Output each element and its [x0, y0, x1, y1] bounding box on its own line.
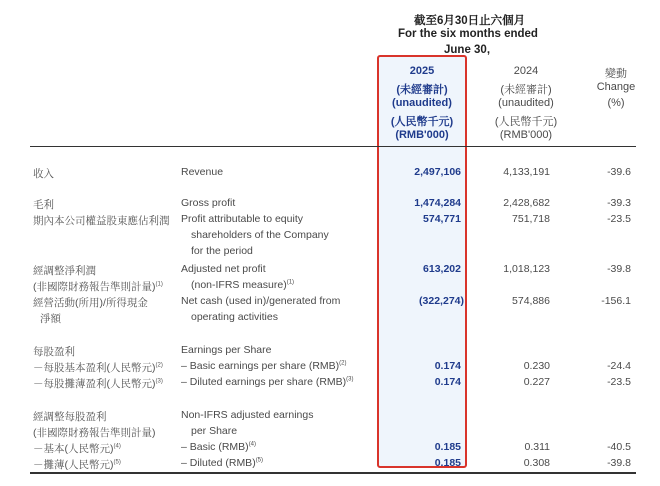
label-cn-text: －攤薄(人民幣元) [33, 459, 114, 471]
label-cn-text: －每股攤薄盈利(人民幣元) [33, 378, 156, 390]
unaudited-en-2025: (unaudited) [392, 97, 452, 109]
value-2024: 4,133,191 [503, 166, 550, 178]
unit-cn-2025: (人民幣千元) [390, 116, 454, 128]
value-change: -23.5 [607, 376, 631, 388]
label-en-1: Profit attributable to equity [181, 213, 303, 225]
header-rule [30, 146, 636, 147]
label-cn [33, 360, 163, 375]
value-change: -39.6 [607, 166, 631, 178]
value-2025: 0.185 [434, 457, 461, 469]
value-change: -39.8 [607, 457, 631, 469]
footnote-2: (2) [339, 360, 347, 367]
bottom-rule [30, 472, 636, 474]
period-header-cn: 截至6月30日止六個月 [414, 15, 526, 27]
period-header-date: June 30, [444, 44, 491, 56]
value-change: -39.8 [607, 263, 631, 275]
unit-cn-2024: (人民幣千元) [494, 116, 558, 128]
label-cn: 每股盈利 [33, 346, 75, 358]
label-en: Gross profit [181, 197, 236, 209]
label-cn [33, 457, 121, 472]
footnote-3: (3) [346, 376, 354, 383]
label-cn: 毛利 [33, 199, 54, 211]
label-en-text: – Diluted (RMB) [181, 457, 256, 469]
value-change: -23.5 [607, 213, 631, 225]
label-cn-1: 經調整淨利潤 [33, 265, 96, 277]
label-en-2: operating activities [191, 311, 278, 323]
change-en: Change [596, 81, 636, 93]
value-2025: 2,497,106 [414, 166, 461, 178]
label-cn-2: 淨額 [40, 313, 61, 325]
label-en-text: – Basic (RMB) [181, 441, 249, 453]
year-2025: 2025 [409, 65, 435, 77]
value-2024: 751,718 [512, 213, 550, 225]
value-2024: 0.308 [523, 457, 550, 469]
label-en-2-text: (non-IFRS measure) [191, 279, 287, 291]
label-en: Earnings per Share [181, 344, 272, 356]
label-en [181, 360, 347, 372]
label-en: Revenue [181, 166, 224, 178]
value-change: -24.4 [607, 360, 631, 372]
value-2025: (322,274) [419, 295, 464, 307]
value-2024: 1,018,123 [503, 263, 550, 275]
value-2025: 0.174 [434, 376, 461, 388]
label-en-1: Adjusted net profit [181, 263, 266, 275]
label-en-3: for the period [191, 245, 253, 257]
year-2024: 2024 [513, 65, 539, 77]
value-2025: 1,474,284 [414, 197, 461, 209]
value-change: -40.5 [607, 441, 631, 453]
unaudited-cn-2025: (未經審計) [396, 84, 448, 96]
unit-en-2025: (RMB'000) [395, 129, 449, 141]
value-2025: 0.174 [434, 360, 461, 372]
label-cn: 期內本公司權益股東應佔利潤 [33, 215, 170, 227]
value-2024: 0.311 [524, 441, 550, 453]
unaudited-en-2024: (unaudited) [498, 97, 554, 109]
value-change: -156.1 [601, 295, 631, 307]
value-2024: 0.230 [523, 360, 550, 372]
label-en [181, 376, 354, 388]
value-2025: 0.185 [434, 441, 461, 453]
label-cn-text: －基本(人民幣元) [33, 443, 114, 455]
value-2025: 613,202 [423, 263, 461, 275]
label-en [181, 441, 256, 453]
label-cn [33, 441, 121, 456]
label-cn-2 [33, 279, 163, 294]
change-unit: (%) [607, 97, 625, 109]
label-en [181, 457, 263, 469]
label-en-2: shareholders of the Company [191, 229, 329, 241]
label-cn: 收入 [33, 168, 54, 180]
footnote-1: (1) [155, 281, 163, 288]
value-2024: 2,428,682 [503, 197, 550, 209]
value-2025: 574,771 [423, 213, 461, 225]
label-cn [33, 376, 163, 391]
label-cn-2: (非國際財務報告準則計量) [33, 427, 156, 439]
label-cn-1: 經調整每股盈利 [33, 411, 107, 423]
label-en-1: Non-IFRS adjusted earnings [181, 409, 314, 421]
label-en-2 [191, 279, 294, 291]
label-en-text: – Diluted earnings per share (RMB) [181, 376, 347, 388]
value-change: -39.3 [607, 197, 631, 209]
footnote-2: (2) [155, 362, 163, 369]
label-cn-2-text: (非國際財務報告準則計量) [33, 281, 156, 293]
footnote-1: (1) [286, 279, 295, 286]
label-en-text: – Basic earnings per share (RMB) [181, 360, 340, 372]
change-cn: 變動 [605, 68, 627, 80]
footnote-5: (5) [255, 457, 264, 464]
label-en-2: per Share [191, 425, 238, 437]
footnote-4: (4) [113, 443, 121, 450]
value-2024: 574,886 [512, 295, 550, 307]
label-cn-text: －每股基本盈利(人民幣元) [33, 362, 156, 374]
footnote-4: (4) [248, 441, 257, 448]
footnote-5: (5) [113, 459, 121, 466]
unit-en-2024: (RMB'000) [499, 129, 553, 141]
period-header-en: For the six months ended [398, 28, 538, 40]
unaudited-cn-2024: (未經審計) [500, 84, 552, 96]
value-2024: 0.227 [523, 376, 550, 388]
label-en-1: Net cash (used in)/generated from [181, 295, 341, 307]
label-cn-1: 經營活動(所用)/所得現金 [33, 297, 148, 309]
footnote-3: (3) [155, 378, 163, 385]
